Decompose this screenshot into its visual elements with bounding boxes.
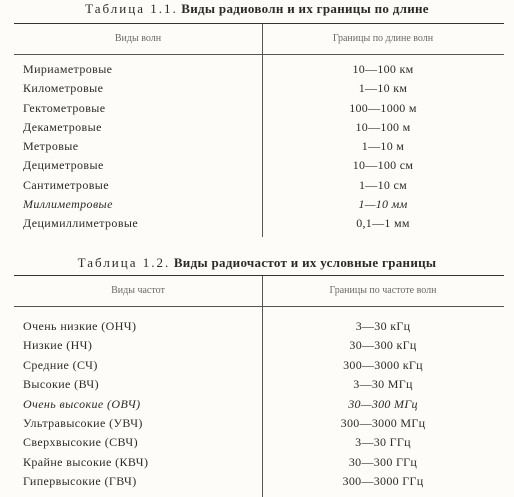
table-row <box>14 61 504 80</box>
wave-type: Гектометровые <box>23 100 106 115</box>
table1-label: Таблица 1.1. <box>85 1 178 16</box>
frequency-range: 3—30 МГц <box>353 377 413 392</box>
wave-range: 100—1000 м <box>349 100 417 115</box>
frequency-type: Очень низкие (ОНЧ) <box>23 319 137 333</box>
table-row <box>14 157 504 176</box>
table2-caption <box>0 255 514 271</box>
table1 <box>14 23 504 237</box>
table-row <box>14 396 504 415</box>
wave-type: Метровые <box>23 139 79 154</box>
table-row <box>14 337 504 356</box>
table1-body <box>14 61 504 235</box>
table-row <box>14 196 504 215</box>
table2-body <box>14 318 504 493</box>
wave-range: 1—10 см <box>358 177 408 192</box>
table1-header-type: Виды волн <box>114 33 162 44</box>
table2-title: Виды радиочастот и их условные границы <box>173 255 437 270</box>
frequency-range: 30—300 кГц <box>349 338 417 353</box>
table-row <box>14 376 504 395</box>
wave-range: 1—10 мм <box>358 197 408 212</box>
frequency-range: 300—3000 МГц <box>340 415 426 430</box>
table-row <box>14 357 504 376</box>
frequency-type: Гипервысокие (ГВЧ) <box>23 474 137 489</box>
wave-type: Децимиллиметровые <box>23 216 139 231</box>
table2-label: Таблица 1.2. <box>77 255 171 270</box>
table-row <box>14 318 504 337</box>
frequency-type: Средние (СЧ) <box>23 357 98 372</box>
table-row <box>14 177 504 196</box>
wave-range: 10—100 км <box>352 62 414 76</box>
table1-header-range: Границы по длине волн <box>332 33 434 44</box>
wave-range: 10—100 м <box>355 119 411 134</box>
frequency-range: 3—30 ГГц <box>355 435 411 450</box>
wave-range: 1—10 км <box>358 81 408 96</box>
wave-type: Декаметровые <box>23 119 102 134</box>
wave-range: 10—100 см <box>352 158 414 173</box>
wave-type: Мириаметровые <box>23 62 113 76</box>
wave-type: Дециметровые <box>23 158 104 173</box>
frequency-type: Низкие (НЧ) <box>23 338 93 353</box>
frequency-type: Крайне высокие (КВЧ) <box>23 454 149 469</box>
frequency-type: Высокие (ВЧ) <box>23 377 99 392</box>
frequency-range: 3—30 кГц <box>355 319 411 333</box>
table-row <box>14 119 504 138</box>
frequency-type: Очень высокие (ОВЧ) <box>23 396 141 411</box>
table2-header-row <box>14 275 504 307</box>
frequency-type: Сверхвысокие (СВЧ) <box>23 435 138 450</box>
table-row <box>14 434 504 453</box>
table2-header-range: Границы по частоте волн <box>329 285 437 296</box>
table-row <box>14 138 504 157</box>
wave-range: 0,1—1 мм <box>356 216 410 231</box>
frequency-range: 300—3000 кГц <box>343 357 423 372</box>
table1-title: Виды радиоволн и их границы по длине <box>181 1 429 16</box>
frequency-range: 30—300 ГГц <box>348 454 418 469</box>
wave-range: 1—10 м <box>361 139 405 154</box>
frequency-range: 300—3000 ГГц <box>342 474 424 489</box>
table-row <box>14 215 504 234</box>
wave-type: Сантиметровые <box>23 177 109 192</box>
frequency-type: Ультравысокие (УВЧ) <box>23 415 143 430</box>
table-row <box>14 473 504 492</box>
table-row <box>14 454 504 473</box>
frequency-range: 30—300 МГц <box>348 396 418 411</box>
table-row <box>14 80 504 99</box>
wave-type: Миллиметровые <box>23 197 113 212</box>
table1-header-row <box>14 23 504 55</box>
wave-type: Километровые <box>23 81 104 96</box>
table-row <box>14 415 504 434</box>
table1-caption <box>0 1 514 17</box>
table2-header-type: Виды частот <box>111 285 165 296</box>
table2 <box>14 275 504 497</box>
table-row <box>14 100 504 119</box>
